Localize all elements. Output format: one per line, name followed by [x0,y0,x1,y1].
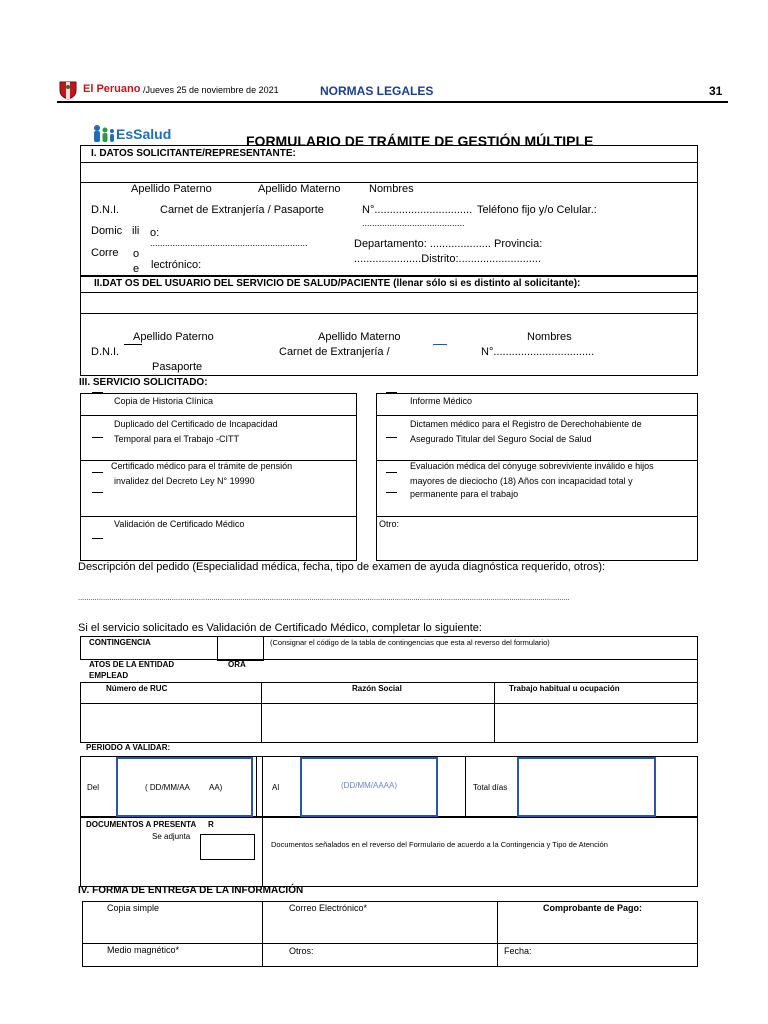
sec1-domic-c: o: [150,227,160,239]
sec1-apellido-materno: Apellido Materno [258,183,341,195]
documentos-r: R [208,820,214,829]
sec3-left-div-1 [80,415,357,416]
sec2-check-line [433,344,447,345]
page-number: 31 [709,84,723,98]
checkbox-dictamen[interactable] [386,437,397,438]
peru-crest-icon [57,78,79,100]
header-date: /Jueves 25 de noviembre de 2021 [143,85,279,95]
datos-entidad-a: ATOS DE LA ENTIDAD [89,660,175,669]
contingencia-note: (Consignar el código de la tabla de contingencias que esta al reverso del formulario) [270,638,550,647]
opt-dictamen-1: Dictamen médico para el Registro de Derechohabiente de [410,419,642,429]
opt-medio-magnetico[interactable]: Medio magnético* [107,945,180,955]
sec2-dni-line [124,344,142,345]
contingencia-label: CONTINGENCIA [89,638,151,647]
opt-informe: Informe Médico [410,396,473,406]
sec2-pasaporte: Pasaporte [152,361,203,373]
sec1-heading: I. DATOS SOLICITANTE/REPRESENTANTE: [91,148,296,159]
razon-cell[interactable] [262,704,493,742]
checkbox-cert-pension-b[interactable] [92,492,103,493]
sec2-name-field[interactable] [80,292,698,314]
sec1-dni: D.N.I. [91,204,120,216]
trabajo-cell[interactable] [495,704,697,742]
header-section: NORMAS LEGALES [320,84,434,98]
validacion-intro: Si el servicio solicitado es Validación de Certificado Médico, completar lo siguiente: [78,622,482,634]
opt-copia-historia: Copia de Historia Clínica [114,396,214,406]
sec2-nombres: Nombres [527,331,572,343]
comprobante-label: Comprobante de Pago: [543,903,643,913]
checkbox-duplicado-citt[interactable] [92,437,103,438]
checkbox-evaluacion-b[interactable] [386,492,397,493]
sec1-name-field[interactable] [80,162,698,183]
periodo-div-3 [465,756,466,817]
datos-entidad-c: EMPLEAD [89,671,129,680]
opt-correo-electronico[interactable]: Correo Electrónico* [289,903,368,913]
checkbox-cert-pension-a[interactable] [92,472,103,473]
sec1-distrito: ......................Distrito:........................... [354,253,542,265]
opt-otros[interactable]: Otros: [289,946,314,956]
sec4-heading: IV. FORMA DE ENTREGA DE LA INFORMACIÓN [78,885,304,896]
documentos-divider [262,817,263,887]
opt-cert-pension-2: invalidez del Decreto Ley N° 19990 [114,476,255,486]
essalud-logo [92,124,172,146]
sec1-carnet: Carnet de Extranjería / Pasaporte [160,204,324,216]
logo-text: EsSalud [116,126,172,142]
sec1-apellido-paterno: Apellido Paterno [131,183,212,195]
descripcion-line[interactable]: ............................................................................................................................................................................................................................................ [78,593,570,602]
del-label: Del [87,783,100,792]
sec3-left-div-3 [80,516,357,517]
razon-header: Razón Social [352,684,402,693]
sec1-domic-a: Domic [91,225,123,237]
opt-validacion: Validación de Certificado Médico [114,519,245,529]
al-label: Al [272,783,280,792]
sec1-nombres: Nombres [369,183,414,195]
sec4-col-1 [262,901,263,967]
sec1-numero: N°................................ [362,204,473,216]
periodo-div-2 [262,756,263,817]
sec2-apellido-materno: Apellido Materno [318,331,401,343]
sec1-domic-line[interactable]: ............................................................... [150,238,308,248]
sec3-heading: III. SERVICIO SOLICITADO: [79,377,208,388]
opt-otro: Otro: [379,519,400,529]
sec1-correo-a: Corre [91,247,119,259]
se-adjunta-label: Se adjunta [152,832,191,841]
sec3-right-div-1 [376,415,698,416]
documentos-label: DOCUMENTOS A PRESENTA [86,820,197,829]
sec1-departamento: Departamento: .................... Provincia: [354,238,543,250]
checkbox-informe[interactable] [386,392,397,393]
fecha-al-hint: (DD/MM/AAAA) [341,781,397,790]
periodo-label: PERIODO A VALIDAR: [86,743,171,752]
opt-evaluacion-1: Evaluación médica del cónyuge sobreviviente inválido e hijos [410,461,654,471]
ruc-header: Número de RUC [106,684,168,693]
sec4-col-2 [497,901,498,967]
sec3-right-div-3 [376,516,698,517]
opt-duplicado-2: Temporal para el Trabajo -CITT [114,434,240,444]
sec1-telefono: Teléfono fijo y/o Celular.: [477,204,597,216]
sec1-telefono-line[interactable]: ......................................... [362,218,465,228]
checkbox-validacion-b[interactable] [92,538,103,539]
ruc-cell[interactable] [81,704,260,742]
sec2-numero: N°................................. [481,346,595,358]
opt-cert-pension-1: Certificado médico para el trámite de pensión [111,461,293,471]
trabajo-header: Trabajo habitual u ocupación [509,684,620,693]
sec1-electronico: lectrónico: [151,259,202,271]
sec1-correo-e: e [133,263,140,275]
sec2-heading: II.DAT OS DEL USUARIO DEL SERVICIO DE SALUD/PACIENTE (llenar sólo si es distinto al solicitante): [94,278,581,289]
checkbox-validacion-a[interactable] [92,516,103,517]
total-dias-field[interactable] [517,757,656,817]
checkbox-evaluacion-a[interactable] [386,472,397,473]
periodo-div-1 [256,756,257,817]
opt-copia-simple[interactable]: Copia simple [107,903,160,913]
sec4-row-line [82,943,698,944]
documentos-note: Documentos señalados en el reverso del Formulario de acuerdo a la Contingencia y Tipo de Atención [271,840,608,849]
datos-entidad-b: ORA [228,660,246,669]
sec1-domic-b: ili [132,225,140,237]
checkbox-copia-historia[interactable] [92,392,103,393]
descripcion-label: Descripción del pedido (Especialidad médica, fecha, tipo de examen de ayuda diagnóstica requerido, otros): [78,561,606,573]
fecha-del-b: AA) [209,783,223,792]
form-title: FORMULARIO DE TRÁMITE DE GESTIÓN MÚLTIPLE [246,133,594,149]
opt-duplicado-1: Duplicado del Certificado de Incapacidad [114,419,278,429]
contingencia-code-field[interactable] [217,636,264,660]
fecha-del-a: ( DD/MM/AA [145,783,190,792]
sec2-dni: D.N.I. [91,346,120,358]
sec2-carnet: Carnet de Extranjería / [279,346,390,358]
sec1-correo-b: o [133,248,140,260]
opt-evaluacion-3: permanente para el trabajo [410,489,519,499]
header-rule [57,101,728,103]
sec2-apellido-paterno: Apellido Paterno [133,331,214,343]
fecha-label: Fecha: [504,946,532,956]
se-adjunta-checkbox[interactable] [200,834,255,860]
total-dias-label: Total días [473,783,508,792]
opt-evaluacion-2: mayores de dieciocho (18) Años con incapacidad total y [410,476,633,486]
brand-name: El Peruano [83,83,141,95]
opt-dictamen-2: Asegurado Titular del Seguro Social de Salud [410,434,592,444]
empleadora-divider [697,660,698,683]
